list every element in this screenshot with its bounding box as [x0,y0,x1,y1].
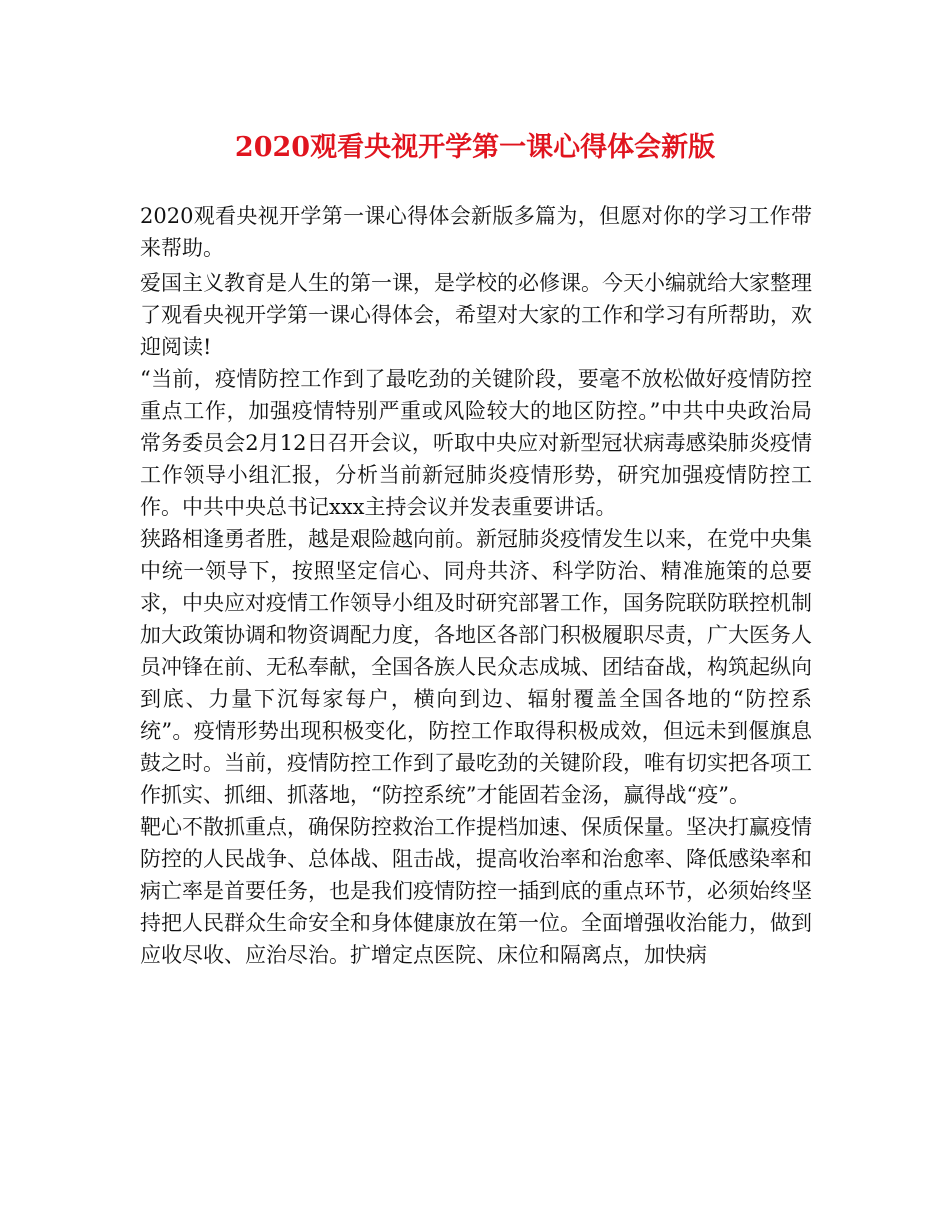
paragraph-prevention-system: 狭路相逢勇者胜，越是艰险越向前。新冠肺炎疫情发生以来，在党中央集中统一领导下，按照坚定信心、同舟共济、科学防治、精准施策的总要求，中央应对疫情工作领导小组及时研究部署工作，国务院联防联控机制加大政策协调和物资调配力度，各地区各部门积极履职尽责，广大医务人员冲锋在前、无私奉献，全国各族人民众志成城、团结奋战，构筑起纵向到底、力量下沉每家每户，横向到边、辐射覆盖全国各地的“防控系统”。疫情形势出现积极变化，防控工作取得积极成效，但远未到偃旗息鼓之时。当前，疫情防控工作到了最吃劲的关键阶段，唯有切实把各项工作抓实、抓细、抓落地，“防控系统”才能固若金汤，赢得战“疫”。 [140,527,812,807]
paragraph-intro: 2020观看央视开学第一课心得体会新版多篇为，但愿对你的学习工作带来帮助。 [140,204,812,260]
paragraph-patriotism: 爱国主义教育是人生的第一课，是学校的必修课。今天小编就给大家整理了观看央视开学第一课心得体会，希望对大家的工作和学习有所帮助，欢迎阅读! [140,271,812,359]
document-title: 2020观看央视开学第一课心得体会新版 [234,132,716,163]
document-body [140,200,812,971]
paragraph-treatment: 靶心不散抓重点，确保防控救治工作提档加速、保质保量。坚决打赢疫情防控的人民战争、总体战、阻击战，提高收治率和治愈率、降低感染率和病亡率是首要任务，也是我们疫情防控一插到底的重点环节，必须始终坚持把人民群众生命安全和身体健康放在第一位。全面增强收治能力，做到应收尽收、应治尽治。扩增定点医院、床位和隔离点，加快病 [140,815,812,967]
paragraph-meeting: “当前，疫情防控工作到了最吃劲的关键阶段，要毫不放松做好疫情防控重点工作，加强疫情特别严重或风险较大的地区防控。”中共中央政治局常务委员会2月12日召开会议，听取中央应对新型冠状病毒感染肺炎疫情工作领导小组汇报，分析当前新冠肺炎疫情形势，研究加强疫情防控工作。中共中央总书记xxx主持会议并发表重要讲话。 [140,367,812,519]
